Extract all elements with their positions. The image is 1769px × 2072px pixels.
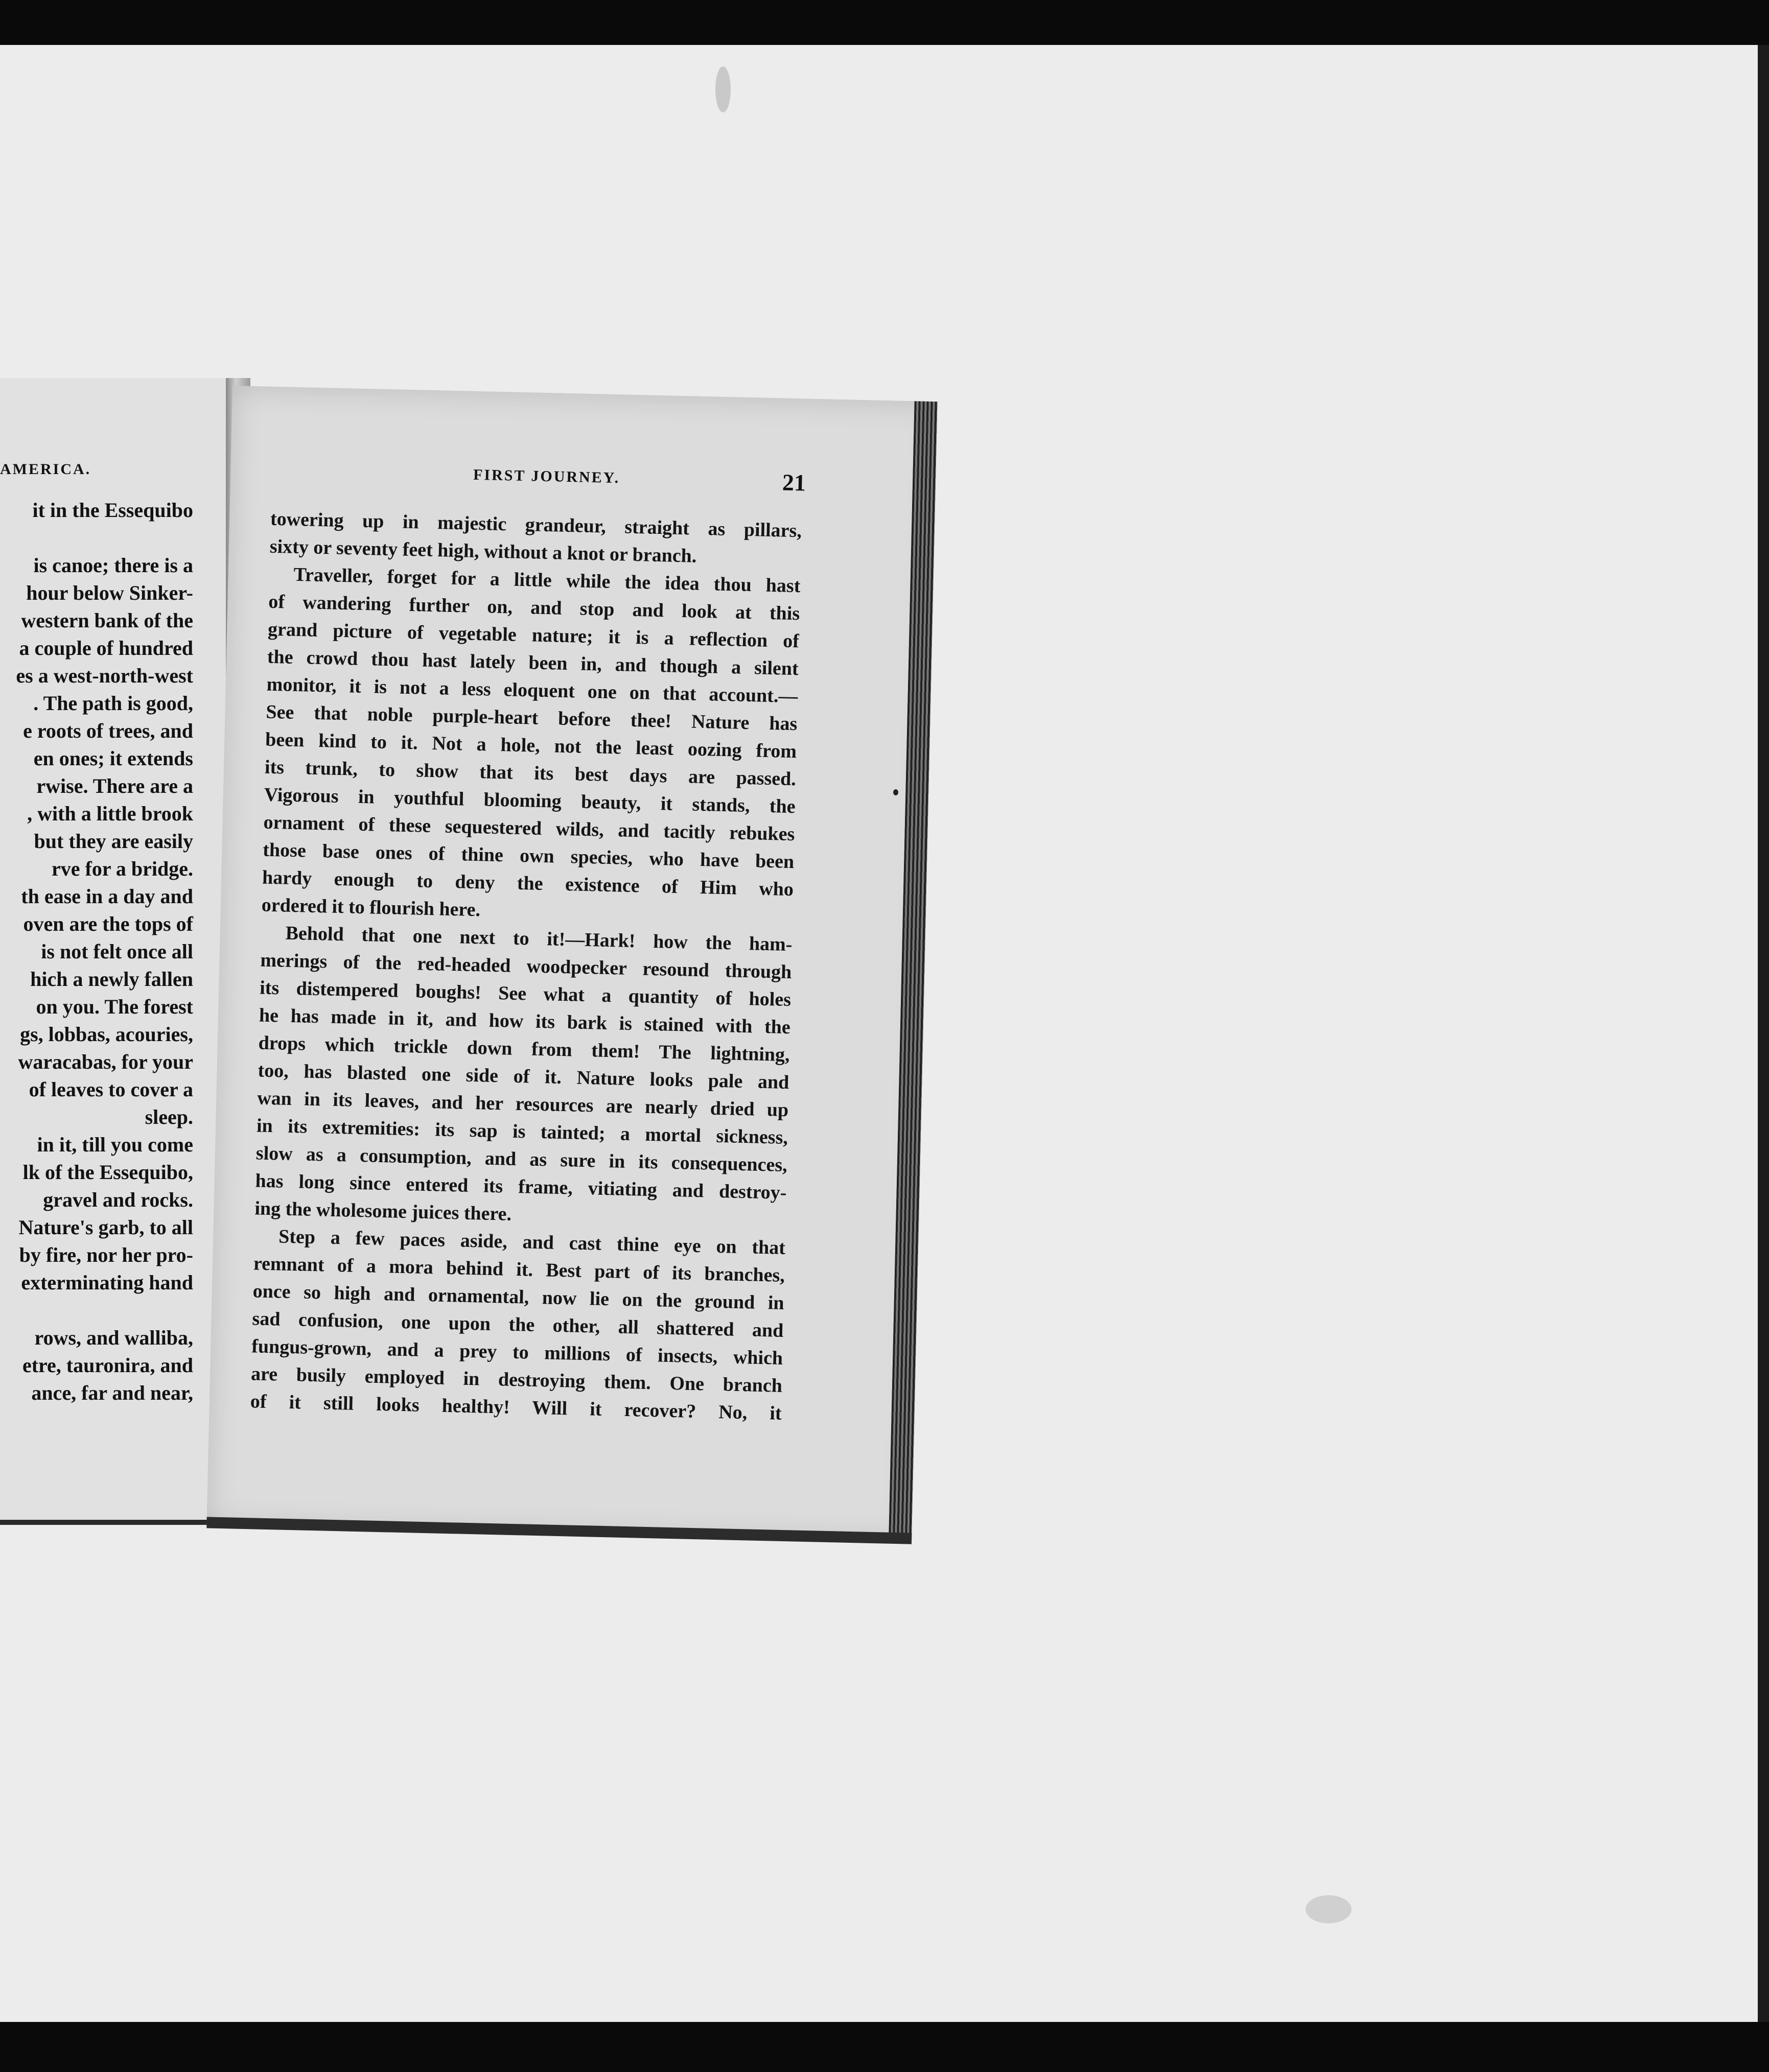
text-line: the crowd thou hast lately been in, and though a silent [267,646,799,680]
text-line: Nature's garb, to all [18,1216,193,1239]
text-line: sad confusion, one upon the other, all shattered and [252,1308,784,1341]
text-line: . The path is good, [33,692,193,715]
text-line: is canoe; there is a [33,554,193,577]
text-line: but they are easily [34,830,193,853]
text-line: fungus-grown, and a prey to millions of insects, which [251,1335,783,1369]
text-line: western bank of the [21,609,193,632]
text-line: remnant of a mora behind it. Best part of its branches, [253,1253,785,1286]
text-line: grand picture of vegetable nature; it is a reflection of [267,618,800,652]
right-book-page [206,386,937,1543]
text-line [0,1297,193,1324]
film-border-bottom [0,2022,1769,2072]
text-line: oven are the tops of [23,912,193,935]
text-line: slow as a consumption, and as sure in its consequences, [255,1142,788,1176]
left-book-page [0,378,229,1525]
page-number: 21 [782,469,806,496]
text-line: hardy enough to deny the existence of Him who [262,866,794,901]
text-line: en ones; it extends [33,747,193,770]
text-line: merings of the red-headed woodpecker resound through [260,949,792,983]
film-blemish [715,66,731,112]
text-line: Step a few paces aside, and cast thine eye on that [278,1226,786,1259]
text-line: exterminating hand [21,1271,193,1294]
text-line: rve for a bridge. [52,857,193,880]
text-line: he has made in it, and how its bark is stained with the [259,1004,791,1039]
text-line: its trunk, to show that its best days are passed. [264,756,797,790]
film-frame-edge [1758,45,1769,2022]
text-line: drops which trickle down from them! The lightning, [258,1032,790,1066]
text-line: sixty or seventy feet high, without a knot or branch. [269,535,697,567]
text-line: rows, and walliba, [34,1326,193,1349]
text-line: See that noble purple-heart before thee! Nature has [266,701,798,735]
text-line: by fire, nor her pro- [19,1243,193,1266]
text-line: ordered it to flourish here. [261,894,481,921]
text-line: been kind to it. Not a hole, not the least oozing from [265,728,797,763]
text-line: are busily employed in destroying them. One branch [250,1363,783,1397]
text-line: hich a newly fallen [30,968,193,991]
text-line: wan in its leaves, and her resources are nearly dried up [257,1087,789,1121]
film-blemish [1306,1895,1352,1923]
text-line: its distempered boughs! See what a quantity of holes [259,977,792,1011]
text-line: towering up in majestic grandeur, straight as pillars, [270,508,802,542]
page-block-edge [889,401,938,1543]
book-cover-edge [206,1517,912,1544]
text-line: Behold that one next to it!—Hark! how the ham- [285,922,793,956]
text-line: too, has blasted one side of it. Nature looks pale and [258,1059,789,1094]
text-line: is not felt once all [41,940,193,963]
left-running-head: AMERICA. [0,461,91,478]
text-line: once so high and ornamental, now lie on the ground in [252,1280,785,1314]
text-line: monitor, it is not a less eloquent one on that account.— [266,673,798,708]
text-line: of leaves to cover a [29,1078,193,1101]
text-line: Vigorous in youthful blooming beauty, it stands, the [264,784,796,818]
text-line: of it still looks healthy! Will it recover? No, it [250,1391,782,1424]
text-line: ornament of these sequestered wilds, and tacitly rebukes [263,811,795,845]
text-line: in its extremities: its sap is tainted; a mortal sickness, [256,1115,788,1149]
text-line [0,524,193,552]
text-line: of wandering further on, and stop and look at this [268,591,800,625]
text-line: gravel and rocks. [43,1188,193,1211]
text-line: e roots of trees, and [23,719,193,742]
text-line: in it, till you come [37,1133,193,1156]
film-border-top [0,0,1769,45]
text-line: has long since entered its frame, vitiating and destroy- [255,1170,787,1204]
text-line: Traveller, forget for a little while the idea thou hast [293,563,801,597]
left-page-text [0,497,193,1407]
text-line: rwise. There are a [36,774,193,797]
text-line: hour below Sinker- [26,581,193,604]
text-line: it in the Essequibo [32,499,193,522]
text-line: ance, far and near, [31,1381,193,1404]
text-line: es a west-north-west [16,664,193,687]
text-line: etre, tauronira, and [22,1354,193,1377]
text-line: , with a little brook [27,802,193,825]
text-line: lk of the Essequibo, [22,1161,193,1184]
text-line: th ease in a day and [21,885,193,908]
text-line: a couple of hundred [19,637,193,660]
text-line: waracabas, for your [18,1050,193,1073]
text-line: sleep. [145,1105,193,1128]
text-line: on you. The forest [36,995,193,1018]
film-speck [893,789,898,795]
text-line: gs, lobbas, acouries, [20,1023,193,1046]
running-head: FIRST JOURNEY. [473,466,620,487]
text-line: those base ones of thine own species, who have been [262,839,795,873]
text-line: ing the wholesome juices there. [254,1197,512,1225]
right-page-text [250,505,802,1427]
